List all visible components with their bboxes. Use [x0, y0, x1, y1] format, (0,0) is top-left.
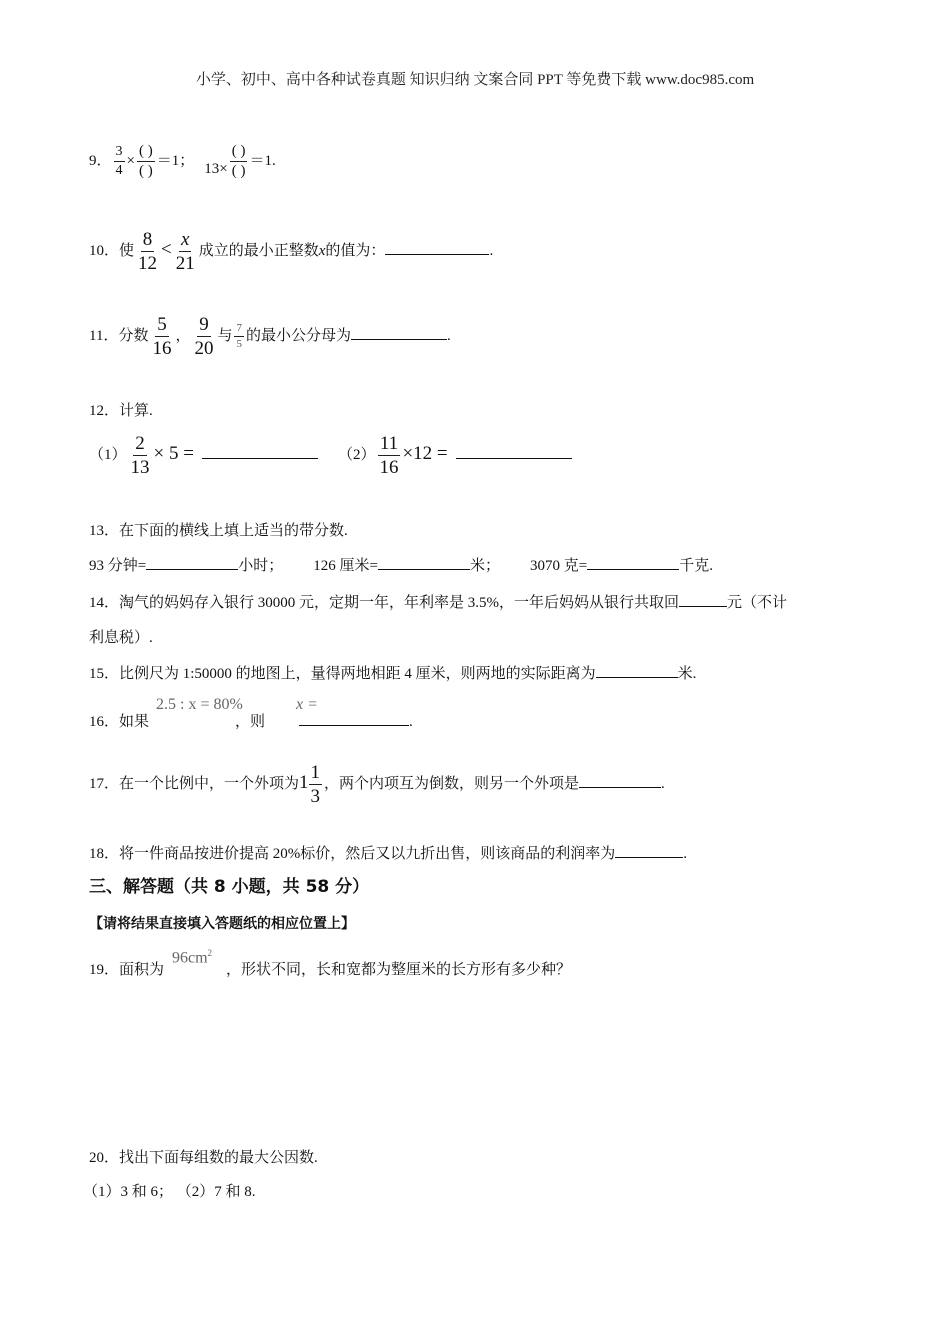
q10-text-2: 的值为：: [325, 242, 386, 259]
q14-text-2: 元（不计: [727, 595, 788, 611]
q12-fraction-2-13: $\frac{2}{13}$: [130, 433, 150, 478]
q19-area-sup: 2: [207, 948, 213, 958]
q11-end: .: [447, 327, 451, 344]
q12-part-2-expr: ×12 =: [402, 442, 448, 464]
question-20-sub: （1）3 和 6； （2）7 和 8.: [83, 1184, 256, 1200]
q17-fraction-1-3: $\frac{1}{3}$: [310, 762, 321, 807]
q17-whole: 1: [299, 771, 309, 793]
q9-equals-2: ＝1.: [249, 152, 276, 169]
q18-text: 18．将一件商品按进价提高 20%标价，然后又以九折出售，则该商品的利润率为: [89, 846, 616, 862]
q17-text: 17．在一个比例中，一个外项为: [89, 775, 300, 792]
q12-part-1-blank[interactable]: [202, 444, 318, 459]
question-14-line-1: [89, 592, 787, 613]
question-12-title: 12．计算.: [89, 403, 153, 419]
question-13-title: 13．在下面的横线上填上适当的带分数.: [89, 523, 348, 539]
q12-part-2-label: （2）: [337, 446, 376, 463]
q12-part-1-expr: × 5 =: [153, 442, 194, 464]
q12-fraction-11-16: $\frac{11}{16}$: [379, 433, 399, 478]
q9-fraction-blank-1: $\frac{( )}{( )}$: [138, 143, 153, 179]
question-18: [89, 843, 687, 864]
question-11: [89, 315, 451, 358]
section-3-note: 【请将结果直接填入答题纸的相应位置上】: [89, 916, 355, 932]
q18-end: .: [683, 846, 687, 862]
q13-item-1-pre: 93 分钟=: [89, 558, 147, 574]
q13-item-3-blank[interactable]: [587, 555, 679, 570]
q17-end: .: [661, 775, 665, 792]
question-20-title: 20．找出下面每组数的最大公因数.: [89, 1150, 318, 1166]
q9-times: ×: [126, 152, 135, 169]
q16-then: ，则: [235, 714, 266, 730]
q13-item-3-post: 千克.: [679, 558, 713, 574]
q10-var: x: [318, 242, 326, 259]
page-header: 小学、初中、高中各种试卷真题 知识归纳 文案合同 PPT 等免费下载 www.doc985.com: [195, 72, 755, 88]
q17-answer-blank[interactable]: [579, 773, 661, 788]
q14-answer-blank[interactable]: [679, 592, 727, 607]
q13-item-2-post: 米；: [469, 558, 500, 574]
q15-answer-blank[interactable]: [596, 663, 678, 678]
q9-fraction-3-4: $\frac{3}{4}$: [115, 144, 123, 178]
q10-fraction-8-12: $\frac{8}{12}$: [138, 229, 158, 274]
q11-number: 11．分数: [89, 327, 149, 344]
q16-end: .: [409, 714, 413, 730]
q11-fraction-7-5: $\frac{7}{5}$: [236, 322, 242, 350]
q14-text: 14．淘气的妈妈存入银行 30000 元，定期一年，年利率是 3.5%，一年后妈妈从银行共取回: [89, 595, 679, 611]
q10-text: 成立的最小正整数: [198, 242, 319, 259]
q10-answer-blank[interactable]: [385, 240, 489, 255]
q11-fraction-9-20: $\frac{9}{20}$: [194, 314, 214, 359]
q13-item-1-blank[interactable]: [146, 555, 238, 570]
question-15: [89, 663, 696, 684]
q18-answer-blank[interactable]: [615, 843, 683, 858]
q9-fraction-blank-2: $\frac{( )}{( )}$: [231, 143, 246, 179]
q11-text: 的最小公分母为: [245, 327, 351, 344]
q10-end: .: [489, 242, 494, 259]
q9-equals-1: ＝1；: [156, 152, 195, 169]
section-3-title: 三、解答题（共 8 小题，共 58 分）: [89, 877, 370, 897]
question-17: [89, 763, 665, 806]
q10-fraction-x-21: $\frac{x}{21}$: [175, 229, 195, 274]
question-9: [89, 144, 276, 179]
q11-comma: ，: [175, 327, 191, 344]
q19-text-2: ，形状不同，长和宽都为整厘米的长方形有多少种？: [226, 962, 572, 978]
q12-part-2-blank[interactable]: [456, 444, 572, 459]
q9-number: 9．: [89, 152, 112, 169]
q11-fraction-5-16: $\frac{5}{16}$: [152, 314, 172, 359]
question-14-line-2: 利息税）.: [89, 630, 153, 646]
q13-item-3-pre: 3070 克=: [529, 558, 588, 574]
q11-with: 与: [217, 327, 233, 344]
question-13-items: [89, 555, 713, 576]
q9-13-times: 13×: [204, 160, 228, 177]
q16-text: 16．如果: [89, 714, 150, 730]
question-12-items: [89, 434, 572, 477]
q13-item-2-pre: 126 厘米=: [313, 558, 378, 574]
q10-number: 10．使: [89, 242, 135, 259]
question-10: [89, 230, 493, 273]
question-19: [89, 960, 571, 980]
q13-item-1-post: 小时；: [238, 558, 284, 574]
q10-less-than: <: [161, 238, 172, 260]
q13-item-2-blank[interactable]: [378, 555, 470, 570]
q15-end: 米.: [677, 666, 697, 682]
q12-part-1-label: （1）: [89, 446, 127, 463]
q19-area: $96cm^2$: [172, 948, 213, 967]
question-16: [89, 711, 413, 732]
q17-text-2: ，两个内项互为倒数，则另一个外项是: [324, 775, 580, 792]
q11-answer-blank[interactable]: [351, 325, 447, 340]
q16-x-equals: x =: [296, 696, 318, 713]
q16-equation: 2.5 : x = 80%: [156, 696, 243, 713]
q19-text: 19．面积为: [89, 962, 165, 978]
q15-text: 15．比例尺为 1:50000 的地图上，量得两地相距 4 厘米，则两地的实际距离为: [89, 666, 596, 682]
